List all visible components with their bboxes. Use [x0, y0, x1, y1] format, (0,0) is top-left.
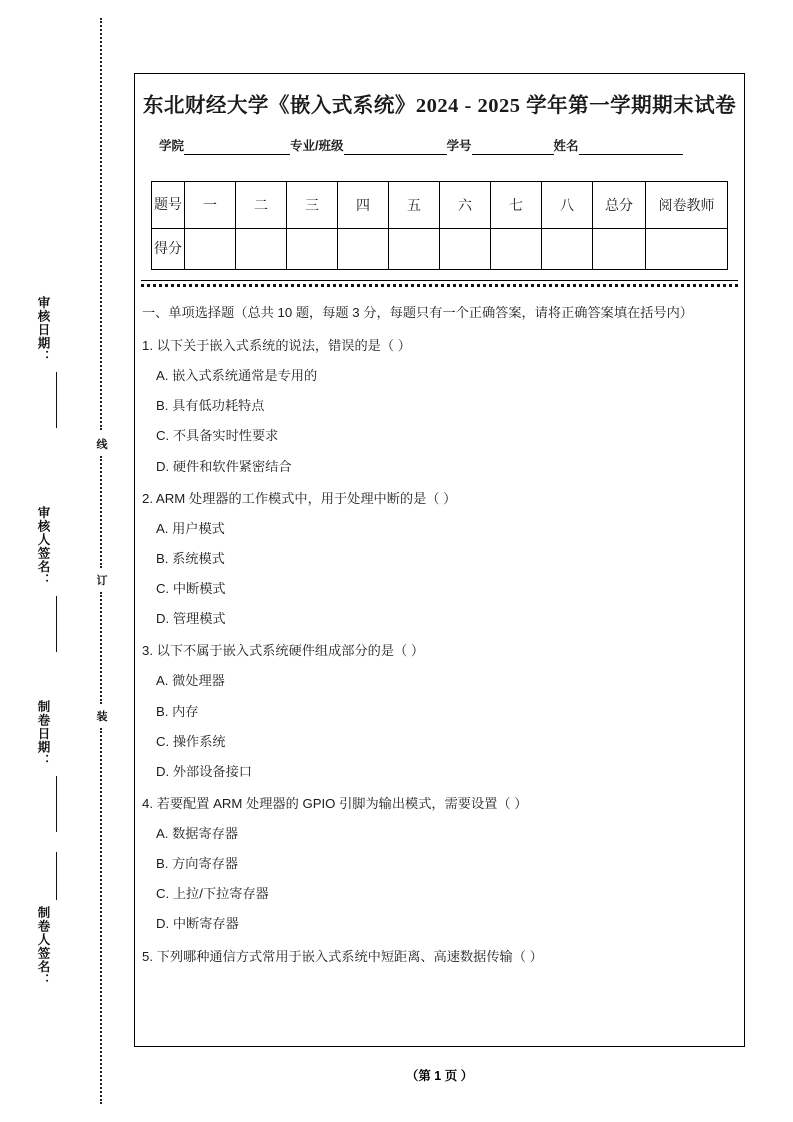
fold-segment-bottom	[100, 728, 102, 1104]
margin-label-printer-signature: 制卷人签名：	[36, 906, 50, 987]
fold-segment-lower-mid	[100, 592, 102, 704]
question-2-option-a[interactable]: A. 用户模式	[156, 520, 225, 536]
info-field-student-id	[447, 136, 554, 155]
question-4-stem: 4. 若要配置 ARM 处理器的 GPIO 引脚为输出模式，需要设置（ ）	[142, 795, 528, 811]
question-4-option-d[interactable]: D. 中断寄存器	[156, 916, 239, 932]
info-blank-major-class[interactable]	[344, 141, 447, 155]
margin-label-print-date: 制卷日期：	[36, 700, 50, 768]
question-4-option-a[interactable]: A. 数据寄存器	[156, 826, 239, 842]
info-label-student-id: 学号	[446, 139, 472, 153]
margin-rule-review-date	[56, 372, 57, 428]
question-body	[142, 301, 736, 967]
question-3-option-d[interactable]: D. 外部设备接口	[156, 763, 252, 779]
info-field-major-class	[290, 136, 446, 155]
fold-char-ding: 订	[94, 572, 110, 588]
separator-solid-line	[141, 280, 738, 281]
score-cell-6[interactable]	[440, 229, 491, 270]
margin-rule-reviewer-signature	[56, 596, 57, 652]
info-label-major-class: 专业/班级	[290, 139, 344, 153]
score-table-rowlabel-score: 得分	[152, 229, 185, 270]
binding-margin-strip	[0, 0, 128, 1122]
question-2-option-c[interactable]: C. 中断模式	[156, 581, 226, 597]
score-table-col-3: 三	[287, 182, 338, 229]
score-table-col-4: 四	[338, 182, 389, 229]
info-blank-name[interactable]	[579, 141, 683, 155]
score-cell-3[interactable]	[287, 229, 338, 270]
section-separator	[141, 280, 738, 287]
info-blank-college[interactable]	[184, 141, 290, 155]
question-4-option-b[interactable]: B. 方向寄存器	[156, 856, 239, 872]
score-table-rowlabel-question: 题号	[152, 182, 185, 229]
question-3-stem: 3. 以下不属于嵌入式系统硬件组成部分的是（ ）	[142, 643, 425, 659]
fold-segment-upper-mid	[100, 456, 102, 568]
question-3-option-b[interactable]: B. 内存	[156, 703, 199, 719]
margin-rule-printer-signature	[56, 852, 57, 900]
score-cell-7[interactable]	[491, 229, 542, 270]
margin-label-reviewer-signature: 审核人签名：	[36, 506, 50, 587]
exam-title: 东北财经大学《嵌入式系统》2024 - 2025 学年第一学期期末试卷	[142, 95, 737, 117]
score-cell-5[interactable]	[389, 229, 440, 270]
score-cell-8[interactable]	[542, 229, 593, 270]
table-row-question-numbers	[152, 182, 728, 229]
question-2-option-b[interactable]: B. 系统模式	[156, 550, 225, 566]
page-footer: （第 1 页 ）	[405, 1069, 474, 1083]
score-cell-grader[interactable]	[646, 229, 728, 270]
question-4-option-c[interactable]: C. 上拉/下拉寄存器	[156, 886, 269, 902]
student-info-line	[159, 136, 732, 155]
exam-paper-sheet	[134, 73, 745, 1047]
separator-dotted-line	[141, 284, 738, 287]
score-cell-1[interactable]	[185, 229, 236, 270]
score-table-col-1: 一	[185, 182, 236, 229]
question-1-option-a[interactable]: A. 嵌入式系统通常是专用的	[156, 368, 318, 384]
info-field-college	[159, 136, 290, 155]
score-cell-total[interactable]	[593, 229, 646, 270]
score-table-col-5: 五	[389, 182, 440, 229]
question-1-option-b[interactable]: B. 具有低功耗特点	[156, 398, 265, 414]
info-blank-student-id[interactable]	[472, 141, 554, 155]
score-table-col-6: 六	[440, 182, 491, 229]
question-3-option-c[interactable]: C. 操作系统	[156, 733, 226, 749]
question-1-option-d[interactable]: D. 硬件和软件紧密结合	[156, 458, 292, 474]
question-5-stem: 5. 下列哪种通信方式常用于嵌入式系统中短距离、高速数据传输（ ）	[142, 948, 543, 964]
fold-char-xian: 线	[94, 436, 110, 452]
score-table-col-8: 八	[542, 182, 593, 229]
question-1-stem: 1. 以下关于嵌入式系统的说法，错误的是（ ）	[142, 338, 411, 354]
question-2-stem: 2. ARM 处理器的工作模式中，用于处理中断的是（ ）	[142, 490, 457, 506]
table-row-scores	[152, 229, 728, 270]
score-table	[151, 181, 728, 270]
score-table-col-grader: 阅卷教师	[646, 182, 728, 229]
fold-segment-top	[100, 18, 102, 430]
question-1-option-c[interactable]: C. 不具备实时性要求	[156, 428, 279, 444]
margin-rule-print-date	[56, 776, 57, 832]
info-label-name: 姓名	[553, 139, 579, 153]
score-table-col-2: 二	[236, 182, 287, 229]
info-field-name	[554, 136, 683, 155]
margin-label-review-date: 审核日期：	[36, 296, 50, 364]
score-cell-2[interactable]	[236, 229, 287, 270]
score-table-col-7: 七	[491, 182, 542, 229]
score-cell-4[interactable]	[338, 229, 389, 270]
section-heading-multiple-choice: 一、单项选择题（总共 10 题，每题 3 分，每题只有一个正确答案，请将正确答案填在括号内）	[142, 305, 693, 320]
binding-fold-line	[96, 18, 106, 1104]
info-label-college: 学院	[159, 139, 185, 153]
fold-char-zhuang: 装	[94, 708, 110, 724]
question-2-option-d[interactable]: D. 管理模式	[156, 611, 226, 627]
score-table-col-total: 总分	[593, 182, 646, 229]
question-3-option-a[interactable]: A. 微处理器	[156, 673, 225, 689]
